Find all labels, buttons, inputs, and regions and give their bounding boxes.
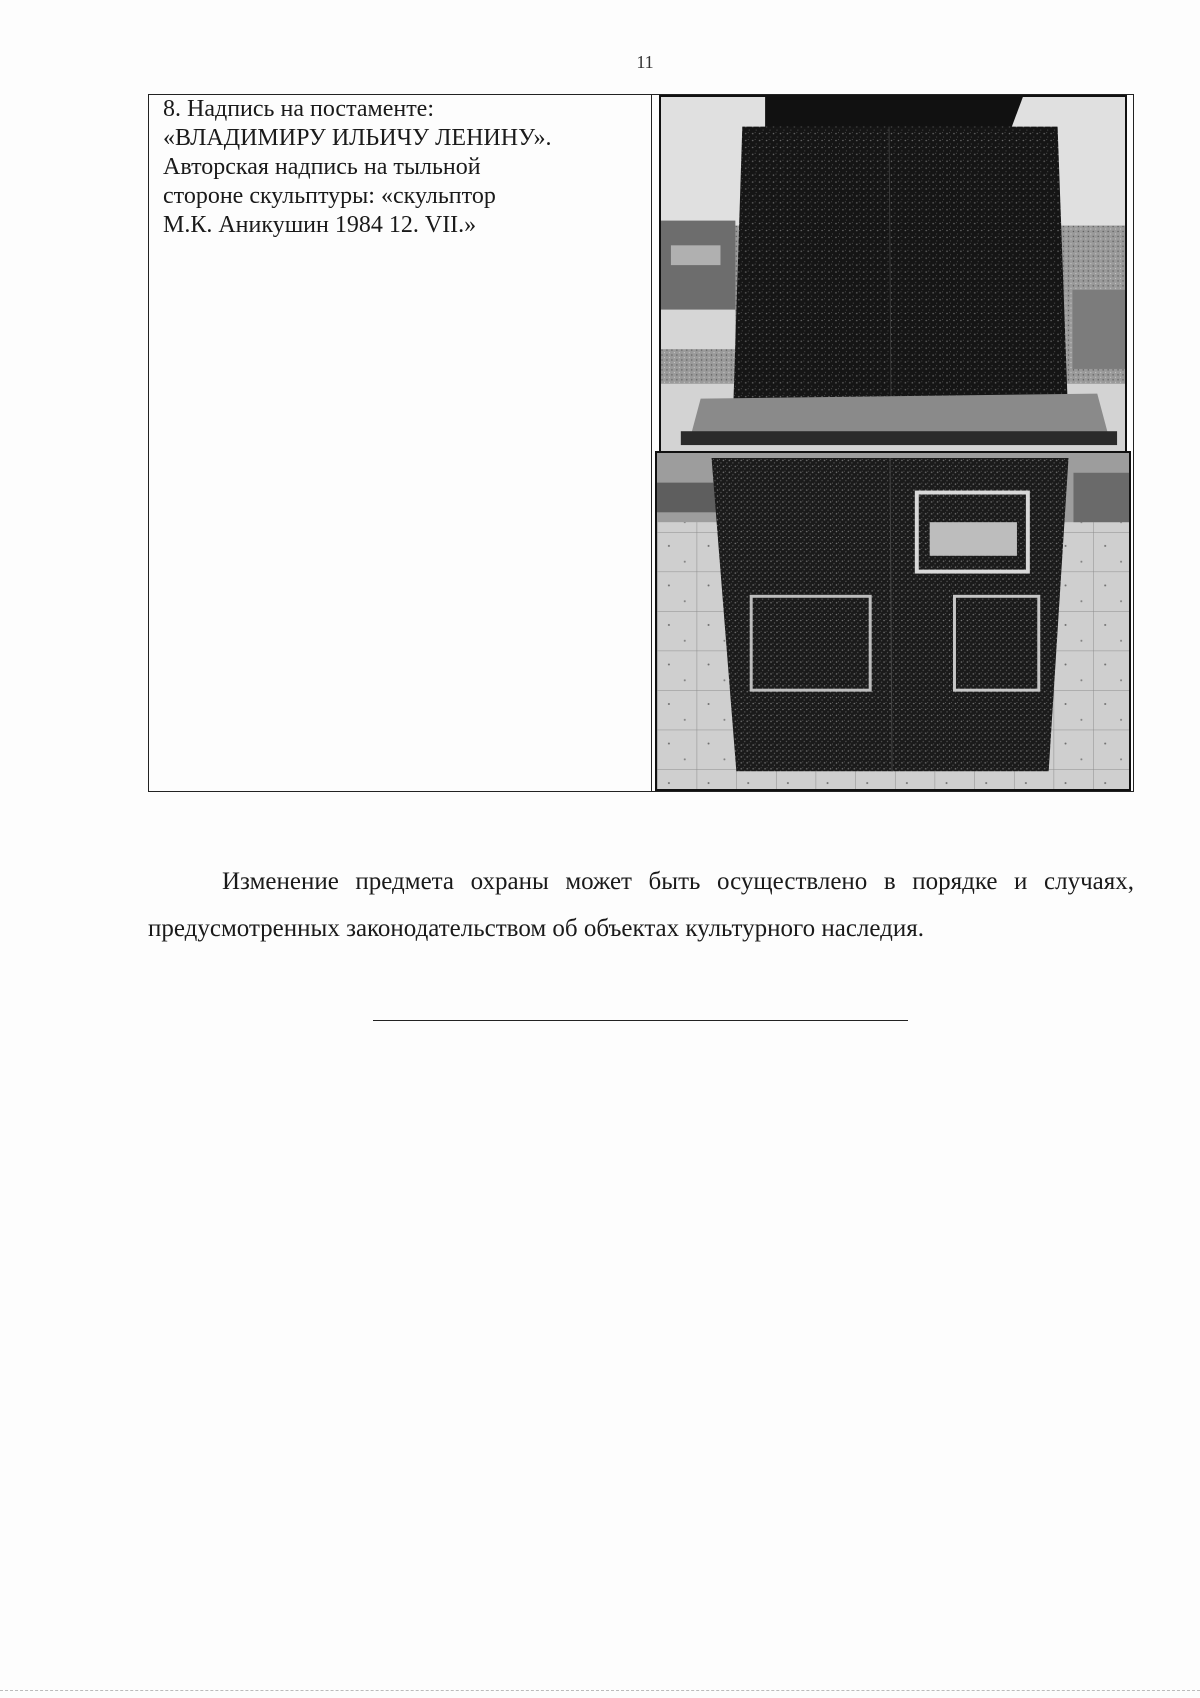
description-line-2: «ВЛАДИМИРУ ИЛЬИЧУ ЛЕНИНУ».: [163, 125, 552, 151]
description-line-3: Авторская надпись на тыльной: [163, 154, 481, 180]
description-cell: [149, 95, 652, 791]
protected-subject-table: [148, 94, 1134, 792]
pedestal-front-inscription-photo-image: [657, 453, 1129, 789]
pedestal-rear-photo-image: [661, 97, 1125, 451]
description-line-5: М.К. Аникушин 1984 12. VII.»: [163, 212, 477, 238]
pedestal-rear-photo: [659, 95, 1127, 453]
closing-divider: [373, 1020, 908, 1021]
description-line-1: 8. Надпись на постаменте:: [163, 96, 434, 122]
photos-cell: [652, 95, 1133, 791]
pedestal-front-inscription-photo: [655, 451, 1131, 791]
description-line-4: стороне скульптуры: «скульптор: [163, 183, 496, 209]
body-paragraph: Изменение предмета охраны может быть осуществлено в порядке и случаях, предусмотренных законодательством об объектах культурного наследия.: [148, 868, 1134, 942]
page-number: 11: [636, 52, 654, 72]
scan-bottom-edge: [0, 1690, 1200, 1691]
